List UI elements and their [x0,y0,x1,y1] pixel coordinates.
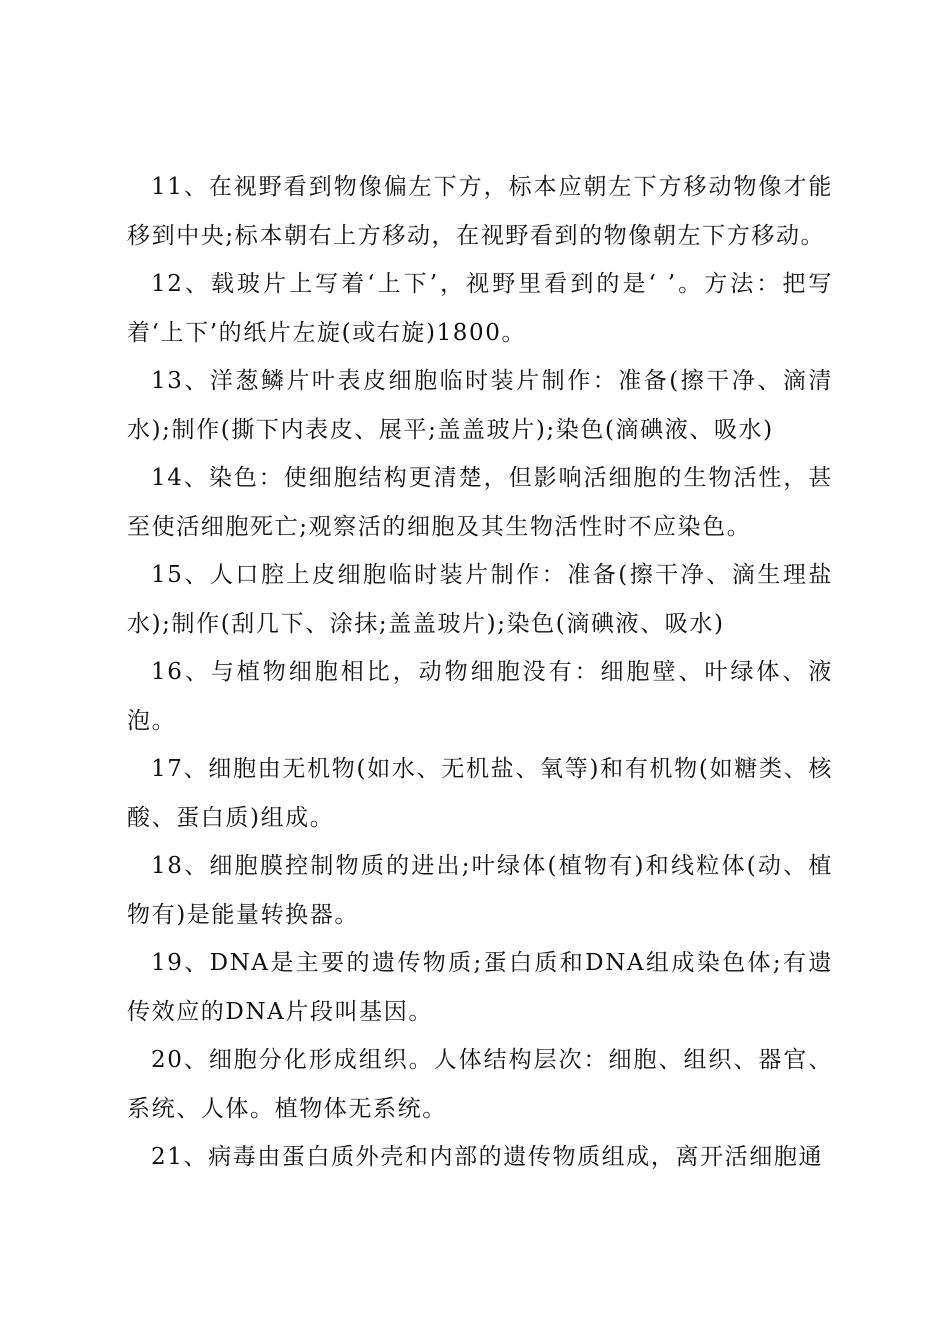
paragraph-16: 16、与植物细胞相比，动物细胞没有：细胞壁、叶绿体、液泡。 [127,659,833,734]
paragraph-12: 12、载玻片上写着‘上下’，视野里看到的是‘ ’。方法：把写着‘上下’的纸片左旋(或右旋)1800。 [127,271,833,346]
document-body [127,163,833,1182]
paragraph-20: 20、细胞分化形成组织。人体结构层次：细胞、组织、器官、系统、人体。植物体无系统。 [127,1047,833,1122]
paragraph-21: 21、病毒由蛋白质外壳和内部的遗传物质组成，离开活细胞通 [151,1144,824,1170]
paragraph-19: 19、DNA是主要的遗传物质;蛋白质和DNA组成染色体;有遗传效应的DNA片段叫基因。 [127,950,833,1025]
paragraph-11: 11、在视野看到物像偏左下方，标本应朝左下方移动物像才能移到中央;标本朝右上方移动，在视野看到的物像朝左下方移动。 [127,174,833,249]
paragraph-14: 14、染色：使细胞结构更清楚，但影响活细胞的生物活性，甚至使活细胞死亡;观察活的细胞及其生物活性时不应染色。 [127,465,833,540]
paragraph-18: 18、细胞膜控制物质的进出;叶绿体(植物有)和线粒体(动、植物有)是能量转换器。 [127,853,833,928]
paragraph-13: 13、洋葱鳞片叶表皮细胞临时装片制作：准备(擦干净、滴清水);制作(撕下内表皮、展平;盖盖玻片);染色(滴碘液、吸水) [127,368,833,443]
paragraph-17: 17、细胞由无机物(如水、无机盐、氧等)和有机物(如糖类、核酸、蛋白质)组成。 [127,756,833,831]
paragraph-15: 15、人口腔上皮细胞临时装片制作：准备(擦干净、滴生理盐水);制作(刮几下、涂抹;盖盖玻片);染色(滴碘液、吸水) [127,562,833,637]
